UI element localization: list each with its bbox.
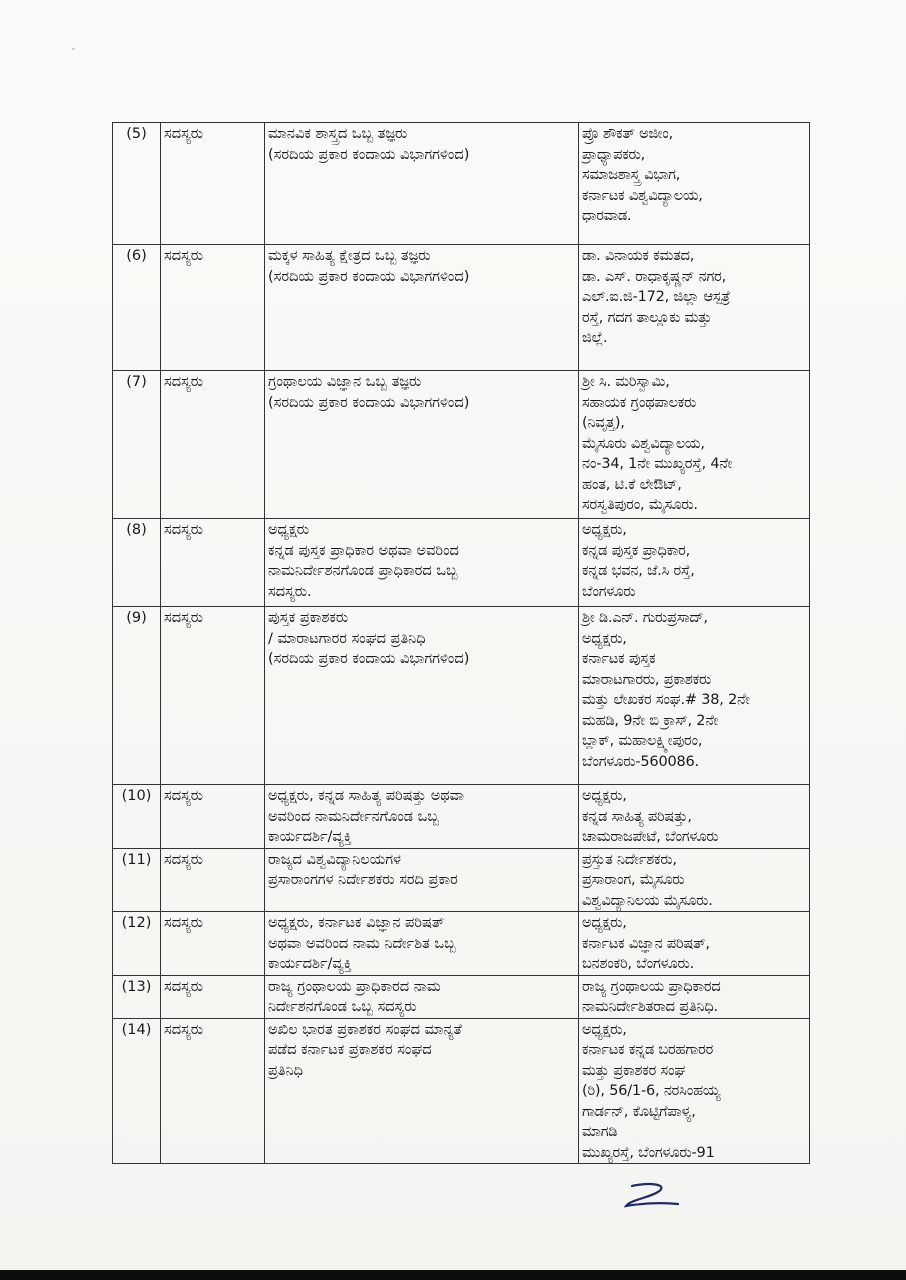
member-role: ಸದಸ್ಯರು bbox=[161, 975, 265, 1018]
address-line: ಹಂತ, ಟಿ.ಕೆ ಲೇಔಟ್, bbox=[582, 476, 682, 493]
address-line: ಎಲ್.ಐ.ಜಿ-172, ಜಿಲ್ಲಾ ಆಸ್ಪತ್ರೆ bbox=[582, 289, 731, 305]
address-line: ನಂ-34, 1ನೇ ಮುಖ್ಯರಸ್ತೆ, 4ನೇ bbox=[582, 456, 733, 472]
address-line: ಡಾ. ವಿನಾಯಕ ಕಮತದ, bbox=[582, 248, 695, 264]
category-line: ಕಾರ್ಯದರ್ಶಿ/ವ್ಯಕ್ತಿ bbox=[268, 829, 352, 845]
member-category bbox=[265, 123, 579, 245]
member-name-address bbox=[579, 975, 810, 1018]
address-line: ಬನಶಂಕರಿ, ಬೆಂಗಳೂರು. bbox=[582, 956, 695, 972]
member-category bbox=[265, 607, 579, 785]
category-line: ಕನ್ನಡ ಪುಸ್ತಕ ಪ್ರಾಧಿಕಾರ ಅಥವಾ ಅವರಿಂದ bbox=[268, 542, 459, 559]
member-name-address bbox=[579, 519, 810, 607]
member-role: ಸದಸ್ಯರು bbox=[161, 245, 265, 371]
category-line: ಮಕ್ಕಳ ಸಾಹಿತ್ಯ ಕ್ಷೇತ್ರದ ಒಬ್ಬ ತಜ್ಞರು bbox=[268, 248, 431, 264]
address-line: ಮತ್ತು ಪ್ರಕಾಶಕರ ಸಂಘ bbox=[582, 1062, 686, 1079]
address-line: ಡಾ. ಎಸ್. ರಾಧಾಕೃಷ್ಣನ್ ನಗರ, bbox=[582, 268, 727, 285]
address-line: ಬೆಂಗಳೂರು-560086. bbox=[582, 753, 699, 770]
table-row bbox=[113, 975, 810, 1018]
member-category bbox=[265, 371, 579, 519]
scan-speck bbox=[72, 48, 75, 50]
serial-number: (8) bbox=[113, 519, 161, 607]
serial-number: (6) bbox=[113, 245, 161, 371]
category-line: ಪುಸ್ತಕ ಪ್ರಕಾಶಕರು bbox=[268, 610, 349, 626]
address-line: ಶ್ರೀ ಡಿ.ಎನ್. ಗುರುಪ್ರಸಾದ್, bbox=[582, 610, 708, 626]
category-line: ಅಧ್ಯಕ್ಷರು, ಕರ್ನಾಟಕ ವಿಜ್ಞಾನ ಪರಿಷತ್ bbox=[268, 915, 445, 931]
category-line: ಅಧ್ಯಕ್ಷರು, ಕನ್ನಡ ಸಾಹಿತ್ಯ ಪರಿಷತ್ತು ಅಥವಾ bbox=[268, 788, 465, 804]
category-line: (ಸರದಿಯ ಪ್ರಕಾರ ಕಂದಾಯ ವಿಭಾಗಗಳಿಂದ) bbox=[268, 268, 470, 285]
scan-bottom-edge bbox=[0, 1270, 906, 1280]
address-line: (ರಿ), 56/1-6, ನರಸಿಂಹಯ್ಯ bbox=[582, 1083, 721, 1099]
member-role: ಸದಸ್ಯರು bbox=[161, 123, 265, 245]
table-row bbox=[113, 371, 810, 519]
member-role: ಸದಸ್ಯರು bbox=[161, 785, 265, 849]
category-line: ಪ್ರಸಾರಾಂಗಗಳ ನಿರ್ದೇಶಕರು ಸರದಿ ಪ್ರಕಾರ bbox=[268, 872, 458, 888]
serial-number: (9) bbox=[113, 607, 161, 785]
member-category bbox=[265, 1018, 579, 1164]
table-row bbox=[113, 519, 810, 607]
address-line: ಮಾರಾಟಗಾರರು, ಪ್ರಕಾಶಕರು bbox=[582, 671, 712, 688]
address-line: ರಸ್ತೆ, ಗದಗ ತಾಲ್ಲೂಕು ಮತ್ತು bbox=[582, 309, 712, 326]
address-line: ಮಹಡಿ, 9ನೇ ಬಿ ಕ್ರಾಸ್, 2ನೇ bbox=[582, 712, 718, 729]
serial-number: (7) bbox=[113, 371, 161, 519]
serial-number: (10) bbox=[113, 785, 161, 849]
category-line: ರಾಜ್ಯ ಗ್ರಂಥಾಲಯ ಪ್ರಾಧಿಕಾರದ ನಾಮ bbox=[268, 978, 441, 995]
address-line: ಜಿಲ್ಲೆ. bbox=[582, 330, 608, 346]
member-name-address bbox=[579, 912, 810, 976]
address-line: ನಾಮನಿರ್ದೇಶಿತರಾದ ಪ್ರತಿನಿಧಿ. bbox=[582, 999, 718, 1015]
member-name-address bbox=[579, 123, 810, 245]
member-name-address bbox=[579, 1018, 810, 1164]
address-line: ಪ್ರೊ ಶೌಕತ್ ಅಜೀಂ, bbox=[582, 126, 674, 142]
address-line: ಸಹಾಯಕ ಗ್ರಂಥಪಾಲಕರು bbox=[582, 394, 697, 411]
member-name-address bbox=[579, 785, 810, 849]
address-line: ಧಾರವಾಡ. bbox=[582, 208, 632, 224]
serial-number: (11) bbox=[113, 848, 161, 912]
category-line: (ಸರದಿಯ ಪ್ರಕಾರ ಕಂದಾಯ ವಿಭಾಗಗಳಿಂದ) bbox=[268, 394, 470, 411]
table-row bbox=[113, 1018, 810, 1164]
signature-mark bbox=[618, 1180, 688, 1214]
serial-number: (13) bbox=[113, 975, 161, 1018]
member-role: ಸದಸ್ಯರು bbox=[161, 912, 265, 976]
member-role: ಸದಸ್ಯರು bbox=[161, 519, 265, 607]
member-category bbox=[265, 245, 579, 371]
table-row bbox=[113, 785, 810, 849]
category-line: ಅಥವಾ ಅವರಿಂದ ನಾಮ ನಿರ್ದೇಶಿತ ಒಬ್ಬ bbox=[268, 935, 456, 952]
member-name-address bbox=[579, 607, 810, 785]
member-name-address bbox=[579, 371, 810, 519]
address-line: ಮಾಗಡಿ bbox=[582, 1124, 618, 1140]
category-line: ಪಡೆದ ಕರ್ನಾಟಕ ಪ್ರಕಾಶಕರ ಸಂಘದ bbox=[268, 1042, 432, 1058]
category-line: ರಾಜ್ಯದ ವಿಶ್ವವಿದ್ಯಾನಿಲಯಗಳ bbox=[268, 851, 401, 868]
table-row bbox=[113, 607, 810, 785]
address-line: ಸರಸ್ವತಿಪುರಂ, ಮೈಸೂರು. bbox=[582, 497, 698, 513]
member-category bbox=[265, 519, 579, 607]
category-line: ಅಖಿಲ ಭಾರತ ಪ್ರಕಾಶಕರ ಸಂಘದ ಮಾನ್ಯತೆ bbox=[268, 1021, 462, 1038]
address-line: ಅಧ್ಯಕ್ಷರು, bbox=[582, 1021, 627, 1038]
members-table bbox=[112, 122, 810, 1164]
category-line: ನಿರ್ದೇಶನಗೊಂಡ ಒಬ್ಬ ಸದಸ್ಯರು bbox=[268, 999, 417, 1015]
address-line: ಪ್ರಸಾರಾಂಗ, ಮೈಸೂರು bbox=[582, 872, 685, 888]
serial-number: (12) bbox=[113, 912, 161, 976]
member-category bbox=[265, 975, 579, 1018]
address-line: ರಾಜ್ಯ ಗ್ರಂಥಾಲಯ ಪ್ರಾಧಿಕಾರದ bbox=[582, 978, 721, 995]
member-role: ಸದಸ್ಯರು bbox=[161, 848, 265, 912]
address-line: ಕರ್ನಾಟಕ ವಿಶ್ವವಿದ್ಯಾಲಯ, bbox=[582, 187, 703, 204]
address-line: ವಿಶ್ವವಿದ್ಯಾನಿಲಯ ಮೈಸೂರು. bbox=[582, 892, 713, 909]
address-line: ಪ್ರಸ್ತುತ ನಿರ್ದೇಶಕರು, bbox=[582, 851, 677, 868]
address-line: ಮುಖ್ಯರಸ್ತೆ, ಬೆಂಗಳೂರು-91 bbox=[582, 1144, 715, 1161]
address-line: ಮೈಸೂರು ವಿಶ್ವವಿದ್ಯಾಲಯ, bbox=[582, 435, 705, 452]
category-line: ಮಾನವಿಕ ಶಾಸ್ತ್ರದ ಒಬ್ಬ ತಜ್ಞರು bbox=[268, 126, 408, 142]
address-line: ಅಧ್ಯಕ್ಷರು, bbox=[582, 788, 627, 804]
category-line: ಪ್ರತಿನಿಧಿ bbox=[268, 1062, 304, 1079]
address-line: ಅಧ್ಯಕ್ಷರು, bbox=[582, 630, 627, 647]
category-line: / ಮಾರಾಟಗಾರರ ಸಂಘದ ಪ್ರತಿನಿಧಿ bbox=[268, 630, 426, 647]
member-role: ಸದಸ್ಯರು bbox=[161, 371, 265, 519]
table-row bbox=[113, 123, 810, 245]
member-category bbox=[265, 848, 579, 912]
serial-number: (14) bbox=[113, 1018, 161, 1164]
member-name-address bbox=[579, 848, 810, 912]
address-line: ಕನ್ನಡ ಸಾಹಿತ್ಯ ಪರಿಷತ್ತು, bbox=[582, 808, 692, 825]
member-name-address bbox=[579, 245, 810, 371]
address-line: ಪ್ರಾಧ್ಯಾಪಕರು, bbox=[582, 146, 646, 163]
members-table-body bbox=[113, 123, 810, 1164]
address-line: ಮತ್ತು ಲೇಖಕರ ಸಂಘ.# 38, 2ನೇ bbox=[582, 692, 750, 708]
address-line: ಗಾರ್ಡನ್, ಕೊಟ್ಟಿಗೆಪಾಳ್ಯ, bbox=[582, 1103, 696, 1120]
member-role: ಸದಸ್ಯರು bbox=[161, 1018, 265, 1164]
category-line: ಅವರಿಂದ ನಾಮನಿರ್ದೇನಗೊಂಡ ಒಬ್ಬ bbox=[268, 808, 439, 825]
address-line: ಕನ್ನಡ ಭವನ, ಜೆ.ಸಿ ರಸ್ತೆ, bbox=[582, 563, 695, 579]
address-line: ಅಧ್ಯಕ್ಷರು, bbox=[582, 522, 627, 538]
address-line: ಅಧ್ಯಕ್ಷರು, bbox=[582, 915, 627, 931]
category-line: ಅಧ್ಯಕ್ಷರು bbox=[268, 522, 310, 538]
category-line: (ಸರದಿಯ ಪ್ರಕಾರ ಕಂದಾಯ ವಿಭಾಗಗಳಿಂದ) bbox=[268, 146, 470, 163]
member-category bbox=[265, 785, 579, 849]
category-line: ಗ್ರಂಥಾಲಯ ವಿಜ್ಞಾನ ಒಬ್ಬ ತಜ್ಞರು bbox=[268, 374, 422, 390]
address-line: ಚಾಮರಾಜಪೇಟೆ, ಬೆಂಗಳೂರು bbox=[582, 829, 719, 845]
table-row bbox=[113, 848, 810, 912]
category-line: ನಾಮನಿರ್ದೇಶನಗೊಂಡ ಪ್ರಾಧಿಕಾರದ ಒಬ್ಬ bbox=[268, 563, 458, 579]
address-line: ಕರ್ನಾಟಕ ಪುಸ್ತಕ bbox=[582, 651, 656, 667]
serial-number: (5) bbox=[113, 123, 161, 245]
category-line: (ಸರದಿಯ ಪ್ರಕಾರ ಕಂದಾಯ ವಿಭಾಗಗಳಿಂದ) bbox=[268, 651, 470, 667]
address-line: (ನಿವೃತ್ತ), bbox=[582, 415, 625, 431]
member-role: ಸದಸ್ಯರು bbox=[161, 607, 265, 785]
address-line: ಬ್ಲಾಕ್, ಮಹಾಲಕ್ಷ್ಮೀಪುರಂ, bbox=[582, 733, 703, 749]
address-line: ಕರ್ನಾಟಕ ವಿಜ್ಞಾನ ಪರಿಷತ್, bbox=[582, 935, 710, 952]
table-row bbox=[113, 245, 810, 371]
category-line: ಕಾರ್ಯದರ್ಶಿ/ವ್ಯಕ್ತಿ bbox=[268, 956, 352, 972]
address-line: ಕನ್ನಡ ಪುಸ್ತಕ ಪ್ರಾಧಿಕಾರ, bbox=[582, 542, 690, 559]
member-category bbox=[265, 912, 579, 976]
address-line: ಬೆಂಗಳೂರು bbox=[582, 583, 636, 600]
table-row bbox=[113, 912, 810, 976]
category-line: ಸದಸ್ಯರು. bbox=[268, 583, 312, 600]
address-line: ಸಮಾಜಶಾಸ್ತ್ರ ವಿಭಾಗ, bbox=[582, 167, 681, 183]
address-line: ಕರ್ನಾಟಕ ಕನ್ನಡ ಬರಹಗಾರರ bbox=[582, 1042, 714, 1058]
address-line: ಶ್ರೀ ಸಿ. ಮರಿಸ್ವಾಮಿ, bbox=[582, 374, 670, 390]
